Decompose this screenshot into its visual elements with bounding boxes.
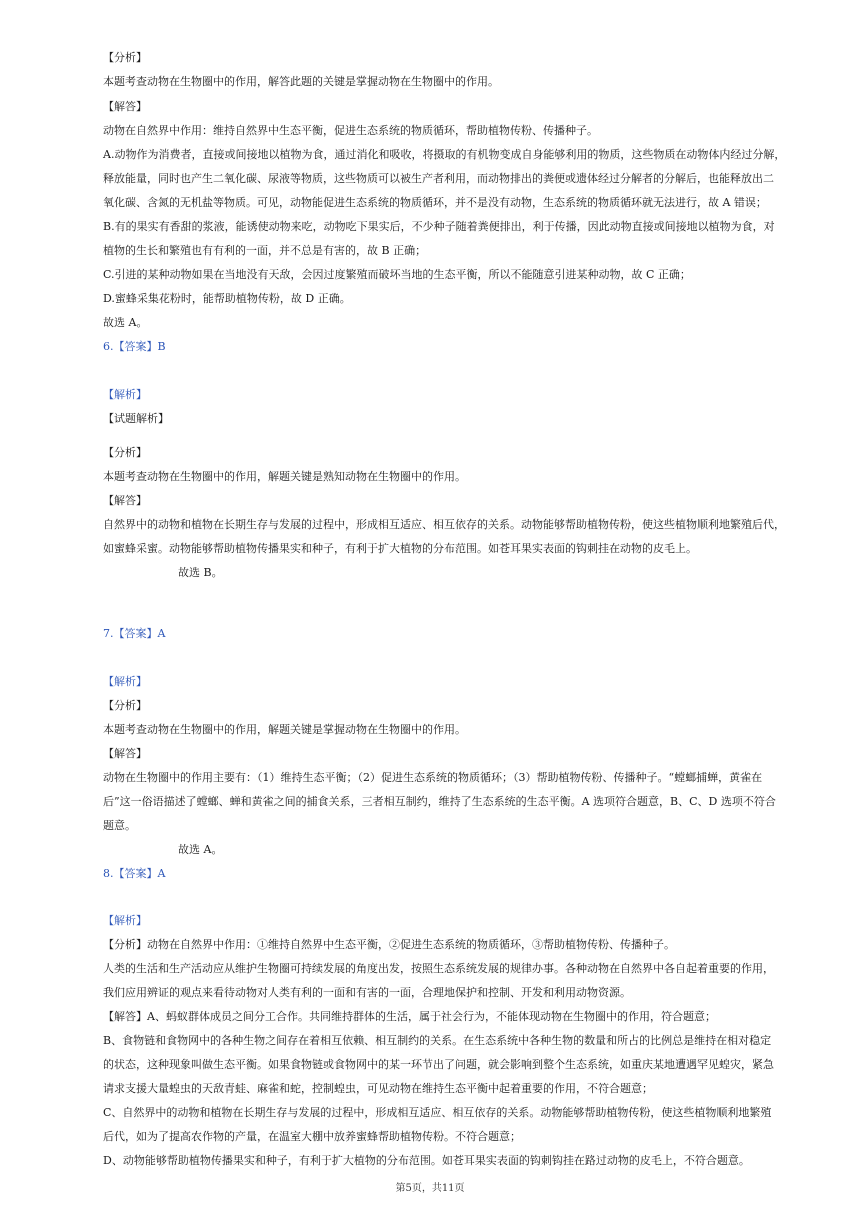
answer-heading-6: 6.【答案】B — [103, 340, 166, 353]
conclusion-line: 故选 A。 — [178, 843, 223, 856]
section-heading: 【解答】 — [103, 494, 147, 507]
paragraph-line: 后”这一俗语描述了螳螂、蝉和黄雀之间的捕食关系，三者相互制约，维持了生态系统的生态平衡。A 选项符合题意，B、C、D 选项不符合 — [103, 795, 776, 808]
paragraph-line: 氧化碳、含氮的无机盐等物质。可见，动物能促进生态系统的物质循环，并不是没有动物，生态系统的物质循环就无法进行，故 A 错误； — [103, 196, 767, 209]
analysis-heading: 【解析】 — [103, 388, 147, 401]
paragraph-line: 人类的生活和生产活动应从维护生物圈可持续发展的角度出发，按照生态系统发展的规律办事。各种动物在自然界中各自起着重要的作用， — [103, 962, 774, 975]
paragraph-line: 如蜜蜂采蜜。动物能够帮助植物传播果实和种子，有利于扩大植物的分布范围。如苍耳果实表面的钩刺挂在动物的皮毛上。 — [103, 542, 697, 555]
paragraph-line: 本题考查动物在生物圈中的作用，解题关键是熟知动物在生物圈中的作用。 — [103, 470, 466, 483]
paragraph-line: 本题考查动物在生物圈中的作用，解答此题的关键是掌握动物在生物圈中的作用。 — [103, 75, 499, 88]
paragraph-line: 动物在生物圈中的作用主要有：（1）维持生态平衡；（2）促进生态系统的物质循环；（3）帮助植物传粉、传播种子。“螳螂捕蝉，黄雀在 — [103, 771, 763, 784]
paragraph-line: B.有的果实有香甜的浆液，能诱使动物来吃，动物吃下果实后，不少种子随着粪便排出，利于传播，因此动物直接或间接地以植物为食，对 — [103, 220, 775, 233]
paragraph-line: A.动物作为消费者，直接或间接地以植物为食，通过消化和吸收，将摄取的有机物变成自身能够利用的物质，这些物质在动物体内经过分解， — [103, 148, 786, 161]
analysis-heading: 【解析】 — [103, 914, 147, 927]
conclusion-line: 故选 B。 — [178, 566, 223, 579]
paragraph-line: 释放能量，同时也产生二氧化碳、尿液等物质，这些物质可以被生产者利用，而动物排出的粪便或遗体经过分解者的分解后，也能释放出二 — [103, 172, 774, 185]
analysis-heading: 【解析】 — [103, 675, 147, 688]
paragraph-line: 我们应用辨证的观点来看待动物对人类有利的一面和有害的一面，合理地保护和控制、开发和利用动物资源。 — [103, 986, 631, 999]
paragraph-line: D、动物能够帮助植物传播果实和种子，有利于扩大植物的分布范围。如苍耳果实表面的钩刺钩挂在路过动物的皮毛上，不符合题意。 — [103, 1154, 750, 1167]
section-heading: 【分析】 — [103, 699, 147, 712]
section-heading: 【分析】 — [103, 51, 147, 64]
section-heading: 【解答】 — [103, 747, 147, 760]
paragraph-line: 的状态，这种现象叫做生态平衡。如果食物链或食物网中的某一环节出了问题，就会影响到整个生态系统，如重庆某地遭遇罕见蝗灾，紧急 — [103, 1058, 774, 1071]
paragraph-line: 本题考查动物在生物圈中的作用，解题关键是掌握动物在生物圈中的作用。 — [103, 723, 466, 736]
paragraph-line: 【分析】动物在自然界中作用：①维持自然界中生态平衡，②促进生态系统的物质循环，③帮助植物传粉、传播种子。 — [103, 938, 675, 951]
paragraph-line: D.蜜蜂采集花粉时，能帮助植物传粉，故 D 正确。 — [103, 292, 351, 305]
paragraph-line: 自然界中的动物和植物在长期生存与发展的过程中，形成相互适应、相互依存的关系。动物能够帮助植物传粉，使这些植物顺利地繁殖后代， — [103, 518, 785, 531]
paragraph-line: 【解答】A、蚂蚁群体成员之间分工合作。共同维持群体的生活，属于社会行为，不能体现动物在生物圈中的作用，符合题意； — [103, 1010, 716, 1023]
paragraph-line: 植物的生长和繁殖也有有利的一面，并不总是有害的，故 B 正确； — [103, 244, 427, 257]
paragraph-line: 请求支援大量蝗虫的天敌青蛙、麻雀和蛇，控制蝗虫，可见动物在维持生态平衡中起着重要的作用，不符合题意； — [103, 1082, 653, 1095]
section-heading: 【解答】 — [103, 100, 147, 113]
paragraph-line: 动物在自然界中作用：维持自然界中生态平衡，促进生态系统的物质循环，帮助植物传粉、传播种子。 — [103, 124, 598, 137]
paragraph-line: C、自然界中的动物和植物在长期生存与发展的过程中，形成相互适应、相互依存的关系。动物能够帮助植物传粉，使这些植物顺利地繁殖 — [103, 1106, 772, 1119]
page-footer: 第5页，共11页 — [395, 1183, 465, 1194]
answer-heading-8: 8.【答案】A — [103, 867, 166, 880]
paragraph-line: 题意。 — [103, 819, 136, 832]
conclusion-line: 故选 A。 — [103, 316, 148, 329]
answer-heading-7: 7.【答案】A — [103, 627, 166, 640]
paragraph-line: 后代，如为了提高农作物的产量，在温室大棚中放养蜜蜂帮助植物传粉。不符合题意； — [103, 1130, 521, 1143]
paragraph-line: C.引进的某种动物如果在当地没有天敌，会因过度繁殖而破坏当地的生态平衡，所以不能随意引进某种动物，故 C 正确； — [103, 268, 691, 281]
section-heading: 【分析】 — [103, 446, 147, 459]
paragraph-line: B、食物链和食物网中的各种生物之间存在着相互依赖、相互制约的关系。在生态系统中各种生物的数量和所占的比例总是维持在相对稳定 — [103, 1034, 772, 1047]
section-heading: 【试题解析】 — [103, 412, 169, 425]
